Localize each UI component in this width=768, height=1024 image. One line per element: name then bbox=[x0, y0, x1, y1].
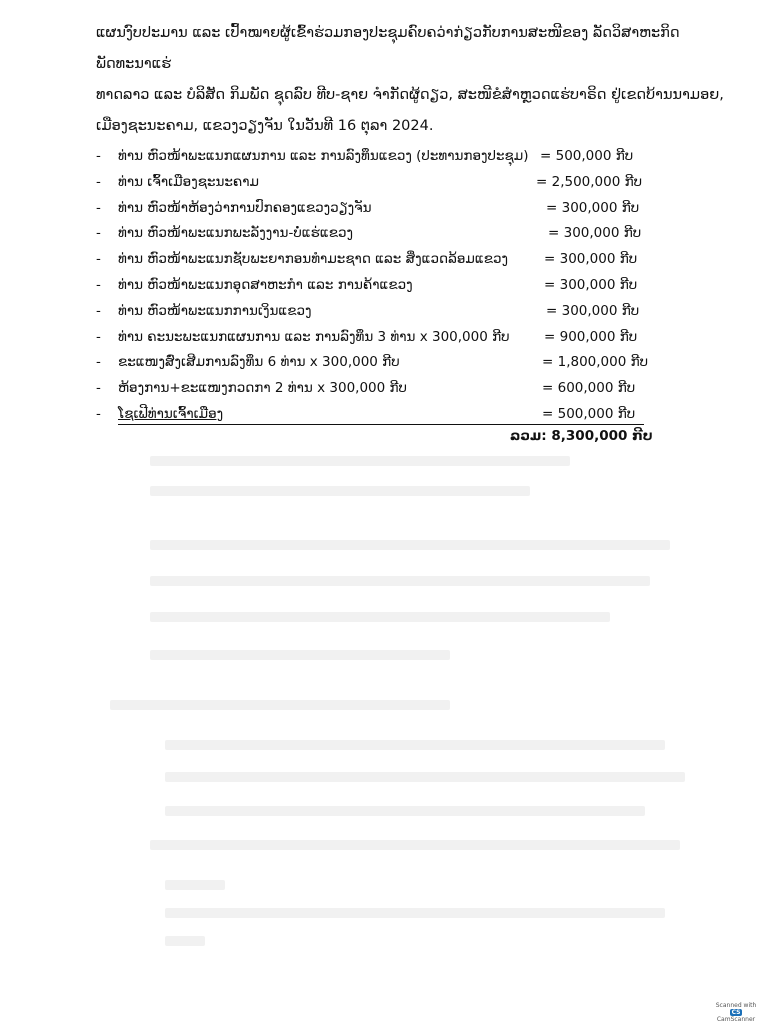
list-item bbox=[96, 273, 676, 299]
bullet-dash: - bbox=[96, 328, 101, 345]
list-item bbox=[96, 170, 676, 196]
item-amount: = 300,000 ກີບ bbox=[548, 225, 642, 242]
bullet-dash: - bbox=[96, 276, 101, 293]
item-label: ທ່ານ ຫົວໜ້າຫ້ອງວ່າການປົກຄອງແຂວງວຽງຈັນ bbox=[118, 199, 372, 216]
list-item bbox=[96, 350, 676, 376]
show-through-mark bbox=[150, 486, 530, 496]
camscanner-logo-icon: CS bbox=[731, 1009, 741, 1016]
bullet-dash: - bbox=[96, 405, 101, 422]
list-item bbox=[96, 247, 676, 273]
bullet-dash: - bbox=[96, 173, 101, 190]
show-through-mark bbox=[150, 576, 650, 586]
item-label: ໂຊເຟີທ່ານເຈົ້າເມືອງ bbox=[118, 405, 224, 422]
item-amount: = 600,000 ກີບ bbox=[542, 380, 636, 397]
item-amount: = 900,000 ກີບ bbox=[544, 328, 638, 345]
show-through-mark bbox=[165, 806, 645, 816]
scanner-watermark bbox=[712, 1002, 760, 1023]
item-label: ທ່ານ ຫົວໜ້າພະແນກແຜນການ ແລະ ການລົງທຶນແຂວງ (ປະທານກອງປະຊຸມ) bbox=[118, 148, 529, 164]
bullet-dash: - bbox=[96, 380, 101, 397]
item-label: ທ່ານ ຫົວໜ້າພະແນກຊັບພະຍາກອນທໍາມະຊາດ ແລະ ສິ່ງແວດລ້ອມແຂວງ bbox=[118, 251, 509, 268]
list-item bbox=[96, 325, 676, 351]
bullet-dash: - bbox=[96, 225, 101, 242]
item-amount: = 300,000 ກີບ bbox=[544, 276, 638, 293]
item-amount: = 300,000 ກີບ bbox=[546, 302, 640, 319]
show-through-mark bbox=[150, 650, 450, 660]
item-label: ທ່ານ ຄະນະພະແນກແຜນການ ແລະ ການລົງທຶນ 3 ທ່ານ x 300,000 ກີບ bbox=[118, 328, 510, 345]
show-through-mark bbox=[110, 700, 450, 710]
item-amount: = 1,800,000 ກີບ bbox=[542, 354, 649, 371]
watermark-caption: Scanned with bbox=[715, 1002, 757, 1009]
list-item bbox=[96, 299, 676, 325]
total-amount: ລວມ: 8,300,000 ກີບ bbox=[510, 428, 653, 444]
show-through-mark bbox=[150, 540, 670, 550]
bullet-dash: - bbox=[96, 148, 101, 164]
list-item bbox=[96, 221, 676, 247]
intro-line: ແຜນງົບປະມານ ແລະ ເປົ້າໝາຍຜູ້ເຂົ້າຮ່ວມກອງປະຊຸມຄົບຄວ່າກ່ຽວກັບການສະໜີຂອງ ລັດວິສາຫະກິດ ພັດທະນາແຮ່ bbox=[96, 25, 680, 72]
bullet-dash: - bbox=[96, 251, 101, 268]
intro-line: ທາດລາວ ແລະ ບໍລິສັດ ກິມພັດ ຊຸດລົບ ທີບ-ຊາຍ ຈໍາກັດຜູ້ດຽວ, ສະໜີຂໍສໍາຫຼວດແຮ່ບາຣິດ ຢູ່ເຂດບ້ານນາມອຍ, bbox=[96, 87, 724, 103]
item-amount: = 300,000 ກີບ bbox=[546, 199, 640, 216]
item-label: ຂະແໜງສົ່ງເສີມການລົງທຶນ 6 ທ່ານ x 300,000 ກີບ bbox=[118, 354, 400, 371]
list-item bbox=[96, 144, 676, 170]
show-through-mark bbox=[150, 840, 680, 850]
item-label: ທ່ານ ຫົວໜ້າພະແນກການເງິນແຂວງ bbox=[118, 302, 312, 319]
item-amount: = 500,000 ກີບ bbox=[542, 405, 636, 422]
item-amount: = 300,000 ກີບ bbox=[544, 251, 638, 268]
intro-line: ເມືອງຊະນະຄາມ, ແຂວງວຽງຈັນ ໃນວັນທີ 16 ຕຸລາ 2024. bbox=[96, 118, 434, 134]
watermark-brand: CamScanner bbox=[716, 1016, 756, 1023]
item-label: ທ່ານ ເຈົ້າເມືອງຊະນະຄາມ bbox=[118, 173, 259, 190]
bullet-dash: - bbox=[96, 354, 101, 371]
item-label: ທ່ານ ຫົວໜ້າພະແນກພະລັງງານ-ບໍ່ແຮ່ແຂວງ bbox=[118, 225, 354, 242]
item-label: ທ່ານ ຫົວໜ້າພະແນກອຸດສາຫະກໍາ ແລະ ການຄ້າແຂວງ bbox=[118, 276, 413, 293]
show-through-mark bbox=[165, 880, 225, 890]
list-item bbox=[96, 376, 676, 402]
item-label: ຫ້ອງການ+ຂະແໜງກວດກາ 2 ທ່ານ x 300,000 ກີບ bbox=[118, 380, 407, 397]
show-through-mark bbox=[150, 456, 570, 466]
bullet-dash: - bbox=[96, 302, 101, 319]
intro-paragraph bbox=[96, 18, 736, 142]
show-through-mark bbox=[165, 936, 205, 946]
bullet-dash: - bbox=[96, 199, 101, 216]
show-through-mark bbox=[165, 772, 685, 782]
item-amount: = 500,000 ກີບ bbox=[540, 148, 634, 164]
show-through-mark bbox=[165, 740, 665, 750]
show-through-mark bbox=[150, 612, 610, 622]
budget-list bbox=[96, 144, 676, 428]
list-item bbox=[96, 196, 676, 222]
total-divider bbox=[118, 424, 644, 425]
item-amount: = 2,500,000 ກີບ bbox=[536, 173, 643, 190]
show-through-mark bbox=[165, 908, 665, 918]
